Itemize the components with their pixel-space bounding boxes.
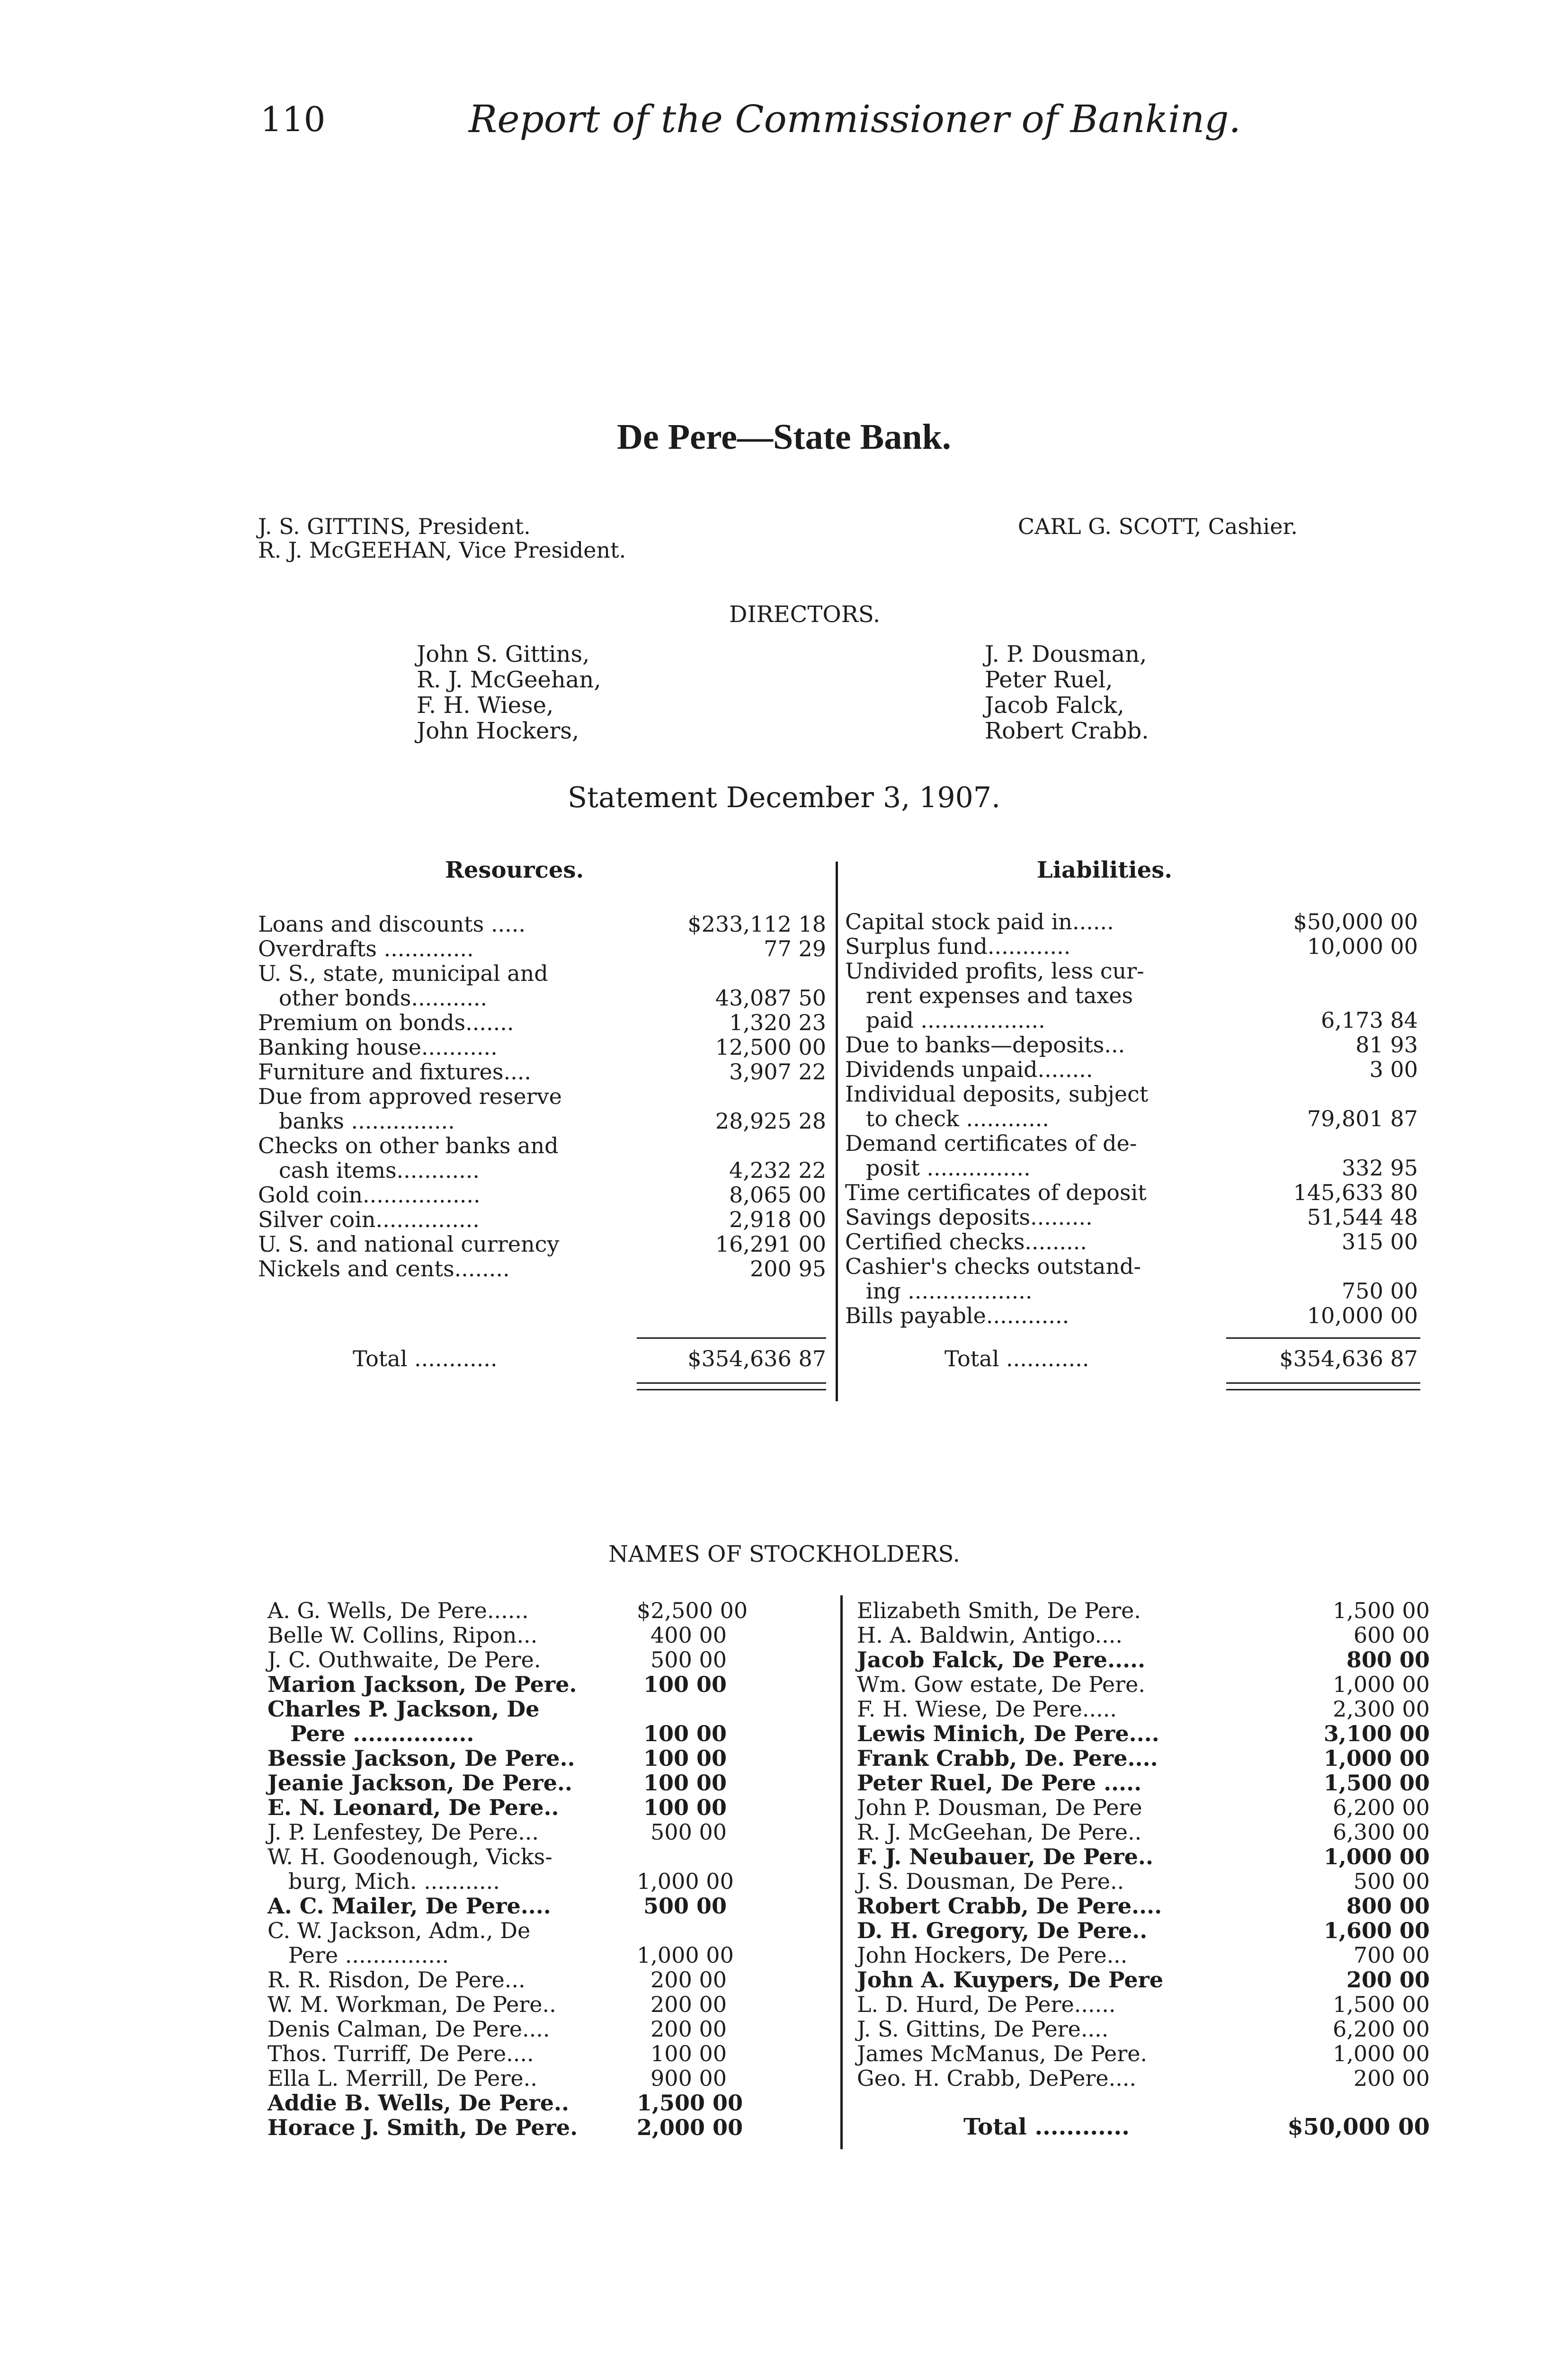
row-amount: 6,200 00	[1333, 1795, 1430, 1820]
table-row	[857, 1967, 1430, 1992]
column-divider	[836, 862, 838, 1401]
table-row	[267, 2016, 836, 2041]
table-row	[258, 911, 826, 936]
table-row	[267, 2041, 836, 2065]
row-amount: 100 00	[643, 1672, 727, 1697]
table-row	[857, 1819, 1430, 1844]
table-row	[857, 1647, 1430, 1672]
table-row	[857, 1992, 1430, 2016]
row-amount: 6,173 84	[1321, 1007, 1418, 1033]
row-amount: 200 00	[650, 1992, 727, 2017]
row-amount: 1,500 00	[1333, 1598, 1430, 1623]
liabilities-total-value: $354,636 87	[1279, 1346, 1418, 1371]
table-row	[267, 1795, 836, 1819]
row-label: U. S. and national currency	[258, 1231, 560, 1257]
row-label: W. M. Workman, De Pere..	[267, 1992, 556, 2017]
row-label: Dividends unpaid........	[845, 1057, 1093, 1082]
table-row	[845, 1254, 1420, 1278]
directors-heading: DIRECTORS.	[729, 601, 881, 628]
row-label: Premium on bonds.......	[258, 1010, 514, 1035]
row-amount: 10,000 00	[1307, 934, 1418, 959]
row-label: Undivided profits, less cur-	[845, 958, 1144, 984]
row-label: Cashier's checks outstand-	[845, 1254, 1141, 1279]
row-amount: 1,000 00	[637, 1942, 734, 1968]
table-row	[267, 1647, 836, 1672]
row-amount: 332 95	[1342, 1155, 1418, 1181]
row-label: A. C. Mailer, De Pere....	[267, 1893, 551, 1919]
row-amount: 1,600 00	[1323, 1918, 1430, 1943]
row-label: Due to banks—deposits...	[845, 1032, 1125, 1058]
row-label: D. H. Gregory, De Pere..	[857, 1918, 1148, 1943]
table-row	[845, 1106, 1420, 1130]
row-label: John P. Dousman, De Pere	[857, 1795, 1142, 1820]
table-row	[845, 1057, 1420, 1081]
table-row	[845, 983, 1420, 1007]
row-label: Savings deposits.........	[845, 1204, 1093, 1230]
row-label: Capital stock paid in......	[845, 909, 1114, 934]
table-row	[258, 961, 826, 985]
row-amount: 12,500 00	[715, 1034, 826, 1060]
row-label: Horace J. Smith, De Pere.	[267, 2115, 578, 2140]
row-label: Checks on other banks and	[258, 1133, 559, 1158]
row-label: J. S. Gittins, De Pere....	[857, 2016, 1109, 2042]
row-label: Addie B. Wells, De Pere..	[267, 2090, 570, 2116]
directors-right	[985, 641, 1149, 744]
row-label: Due from approved reserve	[258, 1084, 562, 1109]
table-row	[267, 1622, 836, 1647]
table-row	[258, 1133, 826, 1157]
row-amount: 6,300 00	[1333, 1819, 1430, 1845]
table-row	[857, 1770, 1430, 1795]
row-amount: 28,925 28	[715, 1108, 826, 1134]
row-amount: 800 00	[1346, 1893, 1430, 1919]
table-row	[267, 1967, 836, 1992]
table-row	[267, 1992, 836, 2016]
row-label: Time certificates of deposit	[845, 1180, 1147, 1205]
page-number: 110	[260, 99, 326, 139]
row-label: Furniture and fixtures....	[258, 1059, 531, 1085]
row-label: Peter Ruel, De Pere .....	[857, 1770, 1142, 1796]
row-label: J. C. Outhwaite, De Pere.	[267, 1647, 541, 1673]
table-row	[258, 985, 826, 1010]
row-label: R. R. Risdon, De Pere...	[267, 1967, 526, 1993]
row-amount: 315 00	[1342, 1229, 1418, 1255]
row-label: J. S. Dousman, De Pere..	[857, 1869, 1124, 1894]
resources-total-label: Total ............	[353, 1346, 498, 1371]
row-amount: 400 00	[650, 1622, 727, 1648]
table-row	[857, 1672, 1430, 1696]
row-label: J. P. Lenfestey, De Pere...	[267, 1819, 539, 1845]
row-amount: 1,500 00	[1333, 1992, 1430, 2017]
stockholders-right	[857, 1598, 1430, 2090]
row-label: Lewis Minich, De Pere....	[857, 1721, 1159, 1746]
row-label: Loans and discounts .....	[258, 911, 526, 937]
row-label: Gold coin.................	[258, 1182, 481, 1208]
row-label: Surplus fund............	[845, 934, 1071, 959]
table-row	[857, 1942, 1430, 1967]
row-amount: 10,000 00	[1307, 1303, 1418, 1328]
table-row	[845, 1130, 1420, 1155]
row-label: Jeanie Jackson, De Pere..	[267, 1770, 572, 1796]
table-row	[857, 1918, 1430, 1942]
row-amount: 1,500 00	[1323, 1770, 1430, 1796]
row-label: Bills payable............	[845, 1303, 1069, 1328]
row-amount: 16,291 00	[715, 1231, 826, 1257]
row-label: Wm. Gow estate, De Pere.	[857, 1672, 1145, 1697]
row-label: Silver coin...............	[258, 1207, 480, 1232]
row-label: cash items............	[258, 1157, 480, 1183]
table-row	[845, 1204, 1420, 1229]
table-row	[845, 1303, 1420, 1327]
row-label: John Hockers, De Pere...	[857, 1942, 1128, 1968]
table-row	[267, 1745, 836, 1770]
table-row	[267, 2065, 836, 2090]
table-row	[258, 1108, 826, 1133]
resources-heading: Resources.	[445, 857, 584, 883]
table-row	[258, 1034, 826, 1059]
row-amount: 145,633 80	[1293, 1180, 1418, 1205]
row-label: Certified checks.........	[845, 1229, 1087, 1255]
row-amount: 200 00	[650, 1967, 727, 1993]
row-amount: 700 00	[1354, 1942, 1430, 1968]
row-amount: 100 00	[643, 1721, 727, 1746]
row-amount: 800 00	[1346, 1647, 1430, 1673]
table-row	[258, 1084, 826, 1108]
row-label: R. J. McGeehan, De Pere..	[857, 1819, 1142, 1845]
row-label: W. H. Goodenough, Vicks-	[267, 1844, 552, 1869]
row-label: Overdrafts .............	[258, 936, 474, 961]
row-amount: 6,200 00	[1333, 2016, 1430, 2042]
row-label: F. H. Wiese, De Pere.....	[857, 1696, 1117, 1722]
row-amount: 3,100 00	[1323, 1721, 1430, 1746]
row-amount: 900 00	[650, 2065, 727, 2091]
table-row	[267, 1869, 836, 1893]
row-amount: 1,500 00	[637, 2090, 743, 2116]
liabilities-table	[845, 909, 1420, 1327]
table-row	[845, 934, 1420, 958]
table-row	[857, 1795, 1430, 1819]
row-amount: 3,907 22	[729, 1059, 826, 1085]
table-row	[258, 1182, 826, 1207]
row-label: Ella L. Merrill, De Pere..	[267, 2065, 537, 2091]
row-amount: 2,300 00	[1333, 1696, 1430, 1722]
row-amount: 750 00	[1342, 1278, 1418, 1304]
table-row	[267, 2090, 836, 2115]
row-label: L. D. Hurd, De Pere......	[857, 1992, 1116, 2017]
stockholders-left	[267, 1598, 836, 2139]
table-row	[857, 2016, 1430, 2041]
row-label: posit ...............	[845, 1155, 1031, 1181]
row-amount: $50,000 00	[1293, 909, 1418, 934]
liabilities-double-rule	[1226, 1382, 1420, 1384]
resources-table	[258, 911, 826, 1281]
table-row	[267, 1918, 836, 1942]
row-amount: 1,000 00	[1333, 1672, 1430, 1697]
row-amount: 1,000 00	[1323, 1844, 1430, 1869]
table-row	[845, 1032, 1420, 1057]
stockholders-divider	[840, 1595, 843, 2149]
table-row	[857, 1598, 1430, 1622]
row-label: other bonds...........	[258, 985, 488, 1011]
table-row	[267, 1844, 836, 1869]
row-label: Frank Crabb, De. Pere....	[857, 1745, 1158, 1771]
table-row	[267, 1721, 836, 1745]
table-row	[267, 1819, 836, 1844]
table-row	[857, 1844, 1430, 1869]
row-amount: 3 00	[1369, 1057, 1418, 1082]
row-amount: 77 29	[764, 936, 826, 961]
row-amount: 200 00	[1354, 2065, 1430, 2091]
row-label: E. N. Leonard, De Pere..	[267, 1795, 559, 1820]
table-row	[845, 1155, 1420, 1180]
row-label: Charles P. Jackson, De	[267, 1696, 540, 1722]
row-label: John A. Kuypers, De Pere	[857, 1967, 1164, 1993]
table-row	[258, 1157, 826, 1182]
row-amount: 500 00	[650, 1647, 727, 1673]
row-amount: 4,232 22	[729, 1157, 826, 1183]
director: John Hockers,	[417, 718, 579, 744]
row-label: Geo. H. Crabb, DePere....	[857, 2065, 1137, 2091]
row-label: James McManus, De Pere.	[857, 2041, 1148, 2066]
row-label: Nickels and cents........	[258, 1256, 510, 1281]
row-label: Individual deposits, subject	[845, 1081, 1149, 1107]
resources-total-value: $354,636 87	[687, 1346, 826, 1371]
vice-president: R. J. McGEEHAN, Vice President.	[258, 537, 626, 563]
resources-double-rule	[637, 1382, 826, 1384]
cashier: CARL G. SCOTT, Cashier.	[1018, 514, 1298, 539]
table-row	[857, 1869, 1430, 1893]
table-row	[267, 1893, 836, 1918]
liabilities-total-label: Total ............	[944, 1346, 1089, 1371]
table-row	[845, 1278, 1420, 1303]
table-row	[267, 1770, 836, 1795]
row-label: Robert Crabb, De Pere....	[857, 1893, 1162, 1919]
row-amount: $233,112 18	[687, 911, 826, 937]
row-amount: 200 95	[750, 1256, 826, 1281]
row-label: burg, Mich. ...........	[267, 1869, 500, 1894]
row-label: Belle W. Collins, Ripon...	[267, 1622, 538, 1648]
row-label: Denis Calman, De Pere....	[267, 2016, 550, 2042]
table-row	[267, 1672, 836, 1696]
row-amount: 1,000 00	[1323, 1745, 1430, 1771]
table-row	[258, 1256, 826, 1281]
director: F. H. Wiese,	[417, 692, 554, 719]
row-amount: $2,500 00	[637, 1598, 748, 1623]
resources-double-rule	[637, 1389, 826, 1390]
table-row	[845, 1180, 1420, 1204]
director: R. J. McGeehan,	[417, 667, 601, 693]
row-label: Thos. Turriff, De Pere....	[267, 2041, 534, 2066]
row-label: banks ...............	[258, 1108, 455, 1134]
table-row	[267, 2115, 836, 2139]
table-row	[845, 1229, 1420, 1254]
row-amount: 81 93	[1355, 1032, 1418, 1058]
row-label: Pere ................	[267, 1721, 474, 1746]
row-label: paid ..................	[845, 1007, 1045, 1033]
row-label: to check ............	[845, 1106, 1050, 1131]
stockholders-total-value: $50,000 00	[1287, 2114, 1430, 2140]
row-label: ing ..................	[845, 1278, 1033, 1304]
running-head: Report of the Commissioner of Banking.	[469, 97, 1241, 141]
director: J. P. Dousman,	[985, 641, 1147, 667]
table-row	[258, 1231, 826, 1256]
row-amount: 100 00	[650, 2041, 727, 2066]
stockholders-total-label: Total ............	[963, 2114, 1130, 2140]
row-amount: 1,320 23	[729, 1010, 826, 1035]
table-row	[258, 936, 826, 961]
row-amount: 100 00	[643, 1770, 727, 1796]
table-row	[857, 1622, 1430, 1647]
table-row	[258, 1059, 826, 1084]
row-label: C. W. Jackson, Adm., De	[267, 1918, 531, 1943]
stockholders-heading: NAMES OF STOCKHOLDERS.	[608, 1541, 960, 1567]
table-row	[857, 1745, 1430, 1770]
table-row	[267, 1696, 836, 1721]
row-label: Marion Jackson, De Pere.	[267, 1672, 577, 1697]
table-row	[857, 2065, 1430, 2090]
table-row	[857, 2041, 1430, 2065]
liabilities-double-rule	[1226, 1389, 1420, 1390]
row-amount: 200 00	[1346, 1967, 1430, 1993]
table-row	[857, 1893, 1430, 1918]
row-amount: 500 00	[1354, 1869, 1430, 1894]
row-label: H. A. Baldwin, Antigo....	[857, 1622, 1123, 1648]
row-amount: 2,000 00	[637, 2115, 743, 2140]
row-amount: 100 00	[643, 1795, 727, 1820]
table-row	[267, 1942, 836, 1967]
bank-title: De Pere—State Bank.	[617, 417, 951, 457]
president: J. S. GITTINS, President.	[258, 514, 531, 539]
table-row	[845, 909, 1420, 934]
row-label: Elizabeth Smith, De Pere.	[857, 1598, 1141, 1623]
row-amount: 200 00	[650, 2016, 727, 2042]
table-row	[258, 1010, 826, 1034]
table-row	[267, 1598, 836, 1622]
statement-heading: Statement December 3, 1907.	[567, 781, 1001, 814]
table-row	[857, 1721, 1430, 1745]
directors-left	[417, 641, 601, 744]
table-row	[857, 1696, 1430, 1721]
row-amount: 43,087 50	[715, 985, 826, 1011]
row-amount: 500 00	[643, 1893, 727, 1919]
row-label: U. S., state, municipal and	[258, 961, 548, 986]
row-label: A. G. Wells, De Pere......	[267, 1598, 529, 1623]
liabilities-heading: Liabilities.	[1037, 857, 1173, 883]
resources-rule	[637, 1337, 826, 1339]
table-row	[845, 958, 1420, 983]
row-amount: 1,000 00	[637, 1869, 734, 1894]
director: John S. Gittins,	[417, 641, 590, 667]
row-amount: 2,918 00	[729, 1207, 826, 1232]
row-amount: 600 00	[1354, 1622, 1430, 1648]
director: Robert Crabb.	[985, 718, 1149, 744]
row-label: rent expenses and taxes	[845, 983, 1133, 1008]
row-amount: 1,000 00	[1333, 2041, 1430, 2066]
row-amount: 100 00	[643, 1745, 727, 1771]
director: Jacob Falck,	[985, 692, 1124, 719]
liabilities-rule	[1226, 1337, 1420, 1339]
table-row	[845, 1081, 1420, 1106]
row-amount: 51,544 48	[1307, 1204, 1418, 1230]
table-row	[258, 1207, 826, 1231]
row-amount: 79,801 87	[1307, 1106, 1418, 1131]
row-amount: 500 00	[650, 1819, 727, 1845]
row-amount: 8,065 00	[729, 1182, 826, 1208]
table-row	[845, 1007, 1420, 1032]
row-label: F. J. Neubauer, De Pere..	[857, 1844, 1153, 1869]
director: Peter Ruel,	[985, 667, 1113, 693]
row-label: Bessie Jackson, De Pere..	[267, 1745, 575, 1771]
row-label: Pere ...............	[267, 1942, 449, 1968]
row-label: Jacob Falck, De Pere.....	[857, 1647, 1146, 1673]
row-label: Demand certificates of de-	[845, 1130, 1137, 1156]
row-label: Banking house...........	[258, 1034, 498, 1060]
